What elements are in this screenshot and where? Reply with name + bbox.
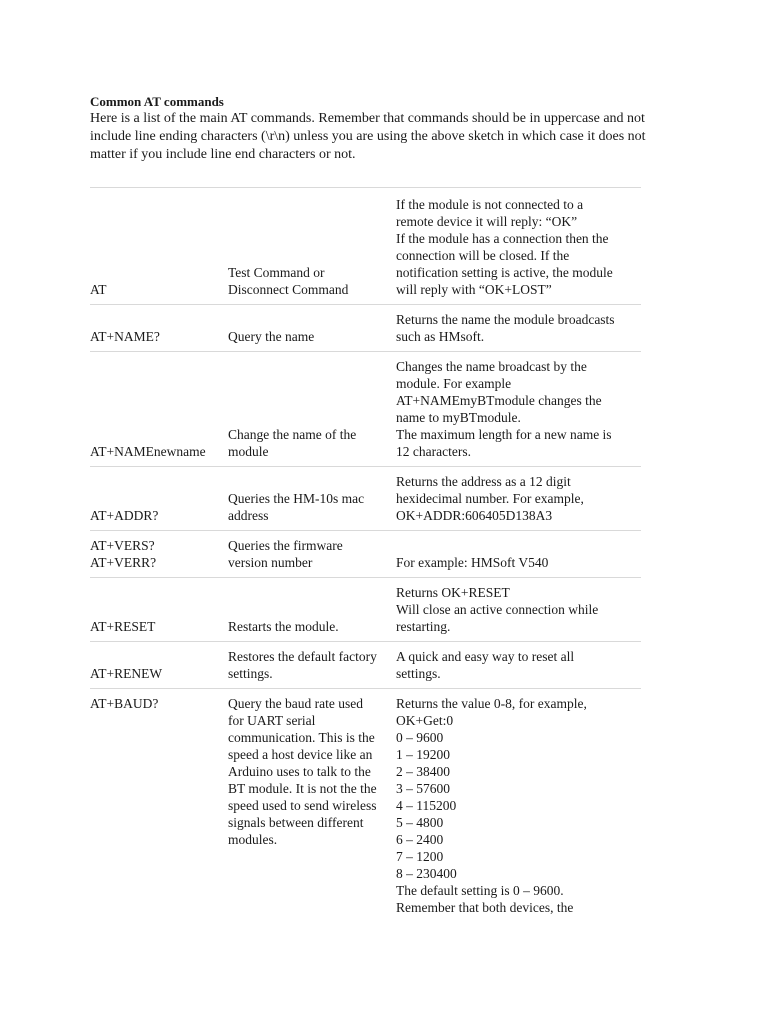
command-cell [90, 642, 228, 689]
table-body [90, 188, 641, 923]
purpose-line: module [228, 444, 269, 459]
description-cell [396, 531, 641, 578]
description-line: 1 – 19200 [396, 747, 450, 762]
table-row [90, 578, 641, 642]
description-line: 5 – 4800 [396, 815, 444, 830]
command-line: AT [90, 282, 107, 297]
description-line: The default setting is 0 – 9600. [396, 883, 564, 898]
description-line: module. For example [396, 376, 512, 391]
command-line: AT+NAMEnewname [90, 444, 206, 459]
command-line: AT+NAME? [90, 329, 160, 344]
description-line: 3 – 57600 [396, 781, 450, 796]
table-row [90, 689, 641, 923]
description-line: hexidecimal number. For example, [396, 491, 584, 506]
command-line: AT+RENEW [90, 666, 163, 681]
purpose-line: Restores the default factory [228, 649, 377, 664]
description-cell [396, 467, 641, 531]
at-commands-table [90, 187, 641, 922]
purpose-line: settings. [228, 666, 273, 681]
purpose-line: speed used to send wireless [228, 798, 377, 813]
purpose-line: BT module. It is not the the [228, 781, 377, 796]
command-cell [90, 467, 228, 531]
description-line: Changes the name broadcast by the [396, 359, 587, 374]
purpose-line: Queries the HM-10s mac [228, 491, 365, 506]
section-heading: Common AT commands [90, 94, 224, 109]
intro-line: include line ending characters (\r\n) unless you are using the above sketch in which case it does not [90, 129, 646, 144]
purpose-line: Queries the firmware [228, 538, 343, 553]
description-line: 6 – 2400 [396, 832, 444, 847]
description-cell [396, 642, 641, 689]
description-cell [396, 578, 641, 642]
intro-paragraph [90, 110, 680, 164]
command-cell [90, 689, 228, 923]
purpose-cell [228, 578, 396, 642]
purpose-line: Test Command or [228, 265, 325, 280]
description-line: 0 – 9600 [396, 730, 444, 745]
purpose-cell [228, 689, 396, 923]
command-cell [90, 188, 228, 305]
table-row [90, 467, 641, 531]
description-line: name to myBTmodule. [396, 410, 521, 425]
description-line: The maximum length for a new name is [396, 427, 612, 442]
description-line: such as HMsoft. [396, 329, 485, 344]
intro-line: Here is a list of the main AT commands. Remember that commands should be in uppercase and not [90, 111, 645, 126]
purpose-cell [228, 188, 396, 305]
description-line: OK+ADDR:606405D138A3 [396, 508, 553, 523]
purpose-cell [228, 352, 396, 467]
description-cell [396, 305, 641, 352]
description-line: Returns the address as a 12 digit [396, 474, 571, 489]
intro-line: matter if you include line end characters or not. [90, 147, 356, 162]
table-row [90, 305, 641, 352]
description-line: For example: HMSoft V540 [396, 555, 549, 570]
description-line: 2 – 38400 [396, 764, 450, 779]
purpose-cell [228, 305, 396, 352]
command-cell [90, 578, 228, 642]
description-line: AT+NAMEmyBTmodule changes the [396, 393, 602, 408]
description-line: connection will be closed. If the [396, 248, 570, 263]
purpose-line: Disconnect Command [228, 282, 349, 297]
description-line: OK+Get:0 [396, 713, 454, 728]
description-line: will reply with “OK+LOST” [396, 282, 552, 297]
description-line: 4 – 115200 [396, 798, 457, 813]
description-line: Remember that both devices, the [396, 900, 574, 915]
description-line: 8 – 230400 [396, 866, 457, 881]
command-line: AT+RESET [90, 619, 156, 634]
purpose-line: speed a host device like an [228, 747, 373, 762]
purpose-cell [228, 531, 396, 578]
purpose-line: version number [228, 555, 313, 570]
purpose-line: Query the name [228, 329, 315, 344]
description-line: notification setting is active, the module [396, 265, 613, 280]
purpose-line: modules. [228, 832, 278, 847]
purpose-line: Restarts the module. [228, 619, 339, 634]
description-line: If the module is not connected to a [396, 197, 584, 212]
description-line: Returns the name the module broadcasts [396, 312, 615, 327]
description-line: 7 – 1200 [396, 849, 444, 864]
purpose-line: address [228, 508, 269, 523]
description-line: Returns the value 0-8, for example, [396, 696, 587, 711]
purpose-line: Change the name of the [228, 427, 357, 442]
table-row [90, 531, 641, 578]
purpose-line: communication. This is the [228, 730, 375, 745]
purpose-line: Arduino uses to talk to the [228, 764, 371, 779]
table-row [90, 188, 641, 305]
description-line: settings. [396, 666, 441, 681]
description-line: If the module has a connection then the [396, 231, 609, 246]
table-row [90, 642, 641, 689]
description-line: Will close an active connection while [396, 602, 599, 617]
purpose-line: signals between different [228, 815, 364, 830]
table-row [90, 352, 641, 467]
command-line: AT+ADDR? [90, 508, 159, 523]
description-line: remote device it will reply: “OK” [396, 214, 578, 229]
description-cell [396, 689, 641, 923]
command-cell [90, 352, 228, 467]
purpose-line: for UART serial [228, 713, 316, 728]
purpose-line: Query the baud rate used [228, 696, 363, 711]
purpose-cell [228, 642, 396, 689]
command-cell [90, 531, 228, 578]
purpose-cell [228, 467, 396, 531]
command-line: AT+BAUD? [90, 696, 159, 711]
description-cell [396, 188, 641, 305]
description-cell [396, 352, 641, 467]
description-line: A quick and easy way to reset all [396, 649, 575, 664]
description-line: Returns OK+RESET [396, 585, 510, 600]
description-line: restarting. [396, 619, 451, 634]
command-cell [90, 305, 228, 352]
command-line: AT+VERS? [90, 538, 155, 553]
description-line: 12 characters. [396, 444, 471, 459]
command-line: AT+VERR? [90, 555, 157, 570]
